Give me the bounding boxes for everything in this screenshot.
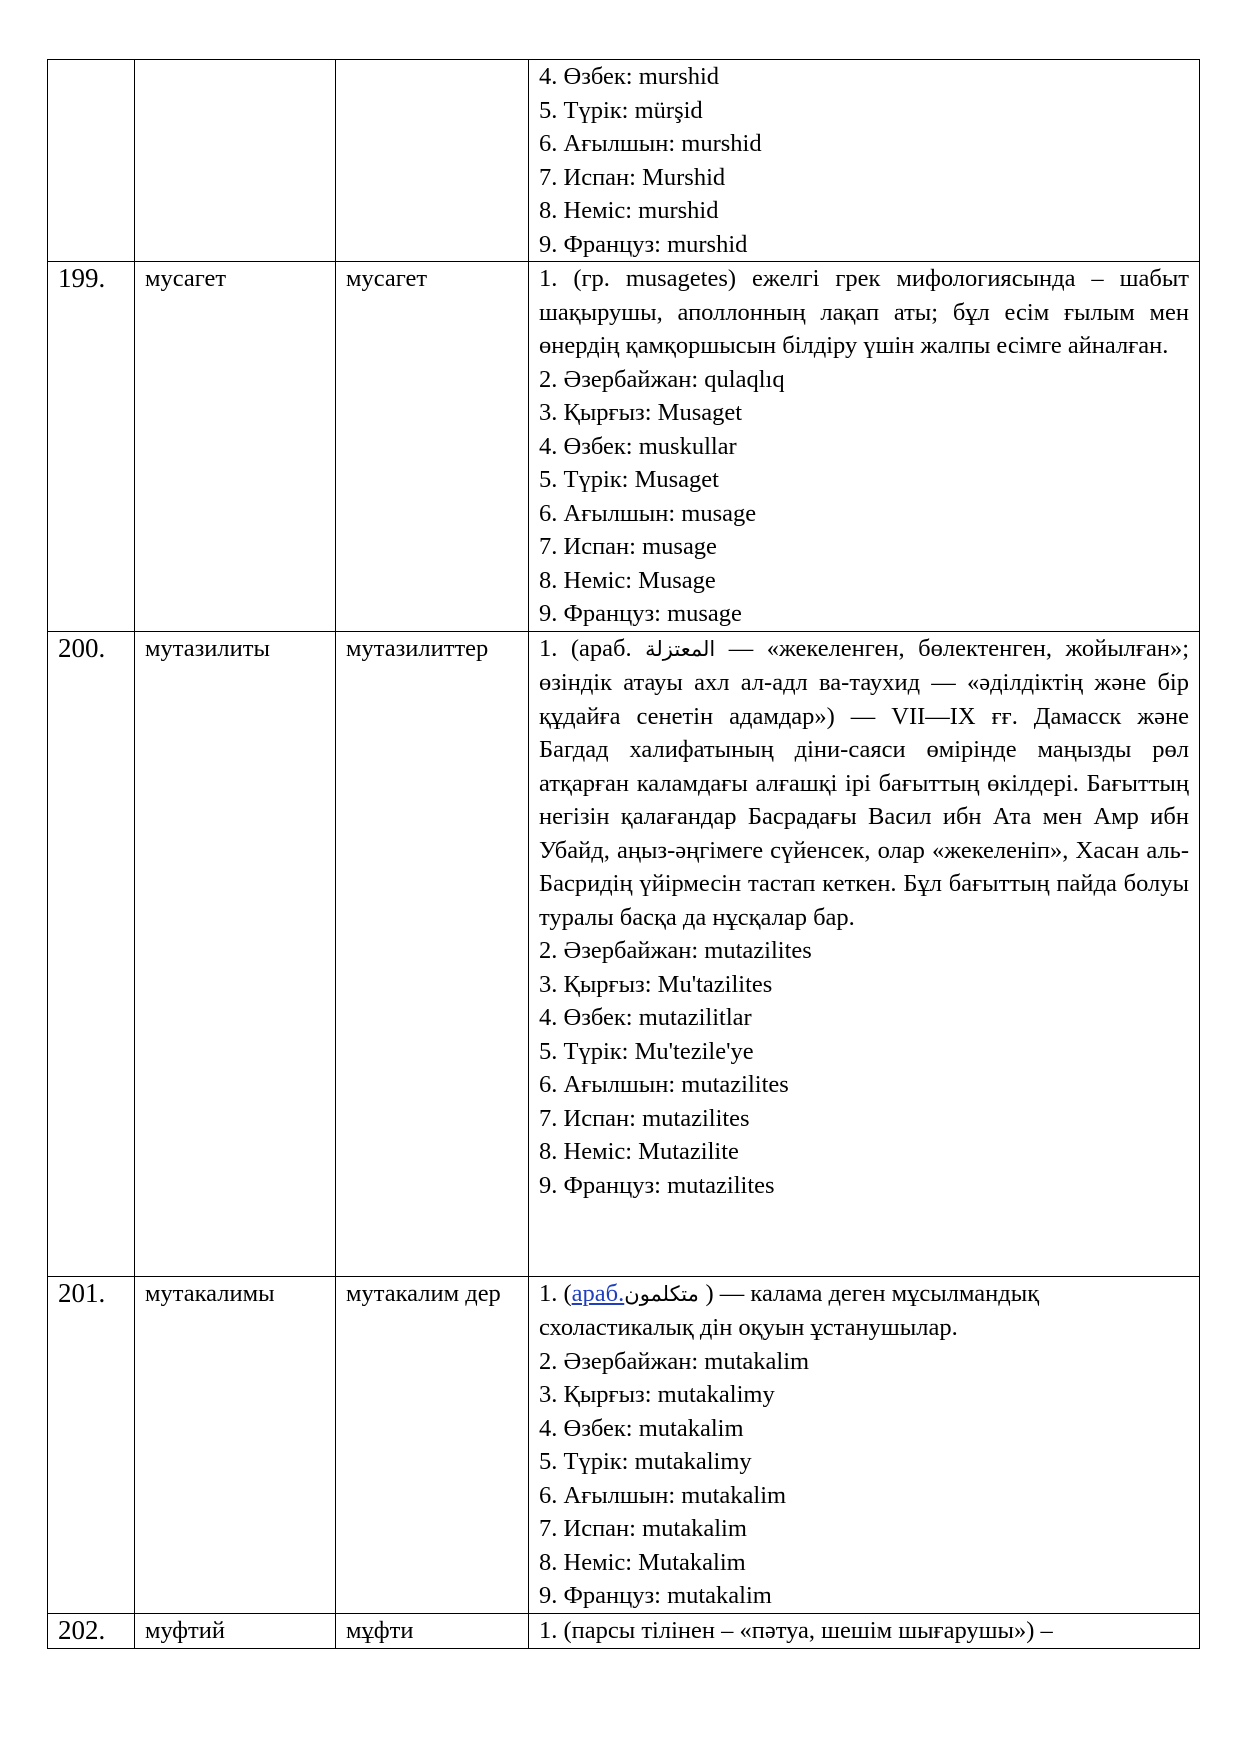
definition-text: 1. (парсы тілінен – «пәтуа, шешім шығарушы») – <box>539 1616 1053 1644</box>
translation-line: 4. Өзбек: murshid <box>539 63 720 90</box>
entry-number: 201. <box>48 1276 135 1613</box>
translation-line: 4. Өзбек: mutakalim <box>539 1414 744 1442</box>
translation-line: 9. Француз: murshid <box>539 230 748 258</box>
definition-body: ) — калама деген мұсылмандық схоластикалық дін оқуын ұстанушылар. <box>539 1279 1040 1341</box>
kazakh-term: мутазилиттер <box>336 631 529 1276</box>
definition-cell <box>529 1276 1200 1613</box>
russian-term: мутакалимы <box>135 1276 336 1613</box>
kazakh-term: мусагет <box>336 262 529 632</box>
definition-cell <box>529 262 1200 632</box>
table-row <box>48 60 1200 262</box>
translation-line: 8. Неміс: Mutazilite <box>539 1138 739 1165</box>
definition-cell <box>529 1613 1200 1648</box>
kazakh-term: мутакалим дер <box>336 1276 529 1613</box>
translation-line: 5. Түрік: Mu'tezile'ye <box>539 1037 754 1065</box>
definition-prefix: 1. ( <box>539 1279 572 1307</box>
translation-line: 7. Испан: Murshid <box>539 163 726 191</box>
definition-text <box>539 632 1189 935</box>
translation-line: 5. Түрік: Musaget <box>539 466 719 493</box>
translation-line: 3. Қырғыз: Mu'tazilites <box>539 970 773 998</box>
translation-line: 3. Қырғыз: mutakalimy <box>539 1381 775 1408</box>
dictionary-table <box>47 59 1200 1649</box>
translation-line: 2. Әзербайжан: mutakalim <box>539 1347 810 1375</box>
russian-term <box>135 60 336 262</box>
translation-line: 3. Қырғыз: Musaget <box>539 399 743 426</box>
translation-line: 7. Испан: mutakalim <box>539 1515 747 1542</box>
table-row <box>48 262 1200 632</box>
entry-number: 199. <box>48 262 135 632</box>
table-row <box>48 631 1200 1276</box>
definition-text <box>539 1277 1189 1345</box>
translation-line: 9. Француз: mutakalim <box>539 1582 772 1609</box>
translation-line: 6. Ағылшын: mutazilites <box>539 1071 789 1098</box>
translation-line: 7. Испан: musage <box>539 533 717 560</box>
definition-cell <box>529 60 1200 262</box>
translation-line: 2. Әзербайжан: mutazilites <box>539 937 812 964</box>
kazakh-term <box>336 60 529 262</box>
translation-line: 4. Өзбек: mutazilitlar <box>539 1004 752 1031</box>
russian-term: муфтий <box>135 1613 336 1648</box>
translation-line: 8. Неміс: Mutakalim <box>539 1548 746 1576</box>
translation-line: 6. Ағылшын: mutakalim <box>539 1481 787 1509</box>
entry-number: 200. <box>48 631 135 1276</box>
definition-prefix: 1. (араб. <box>539 634 646 662</box>
arabic-source-link[interactable]: араб. <box>571 1279 625 1307</box>
definition-body: — «жекеленген, бөлектенген, жойылған»; өзіндік атауы ахл ал-адл ва-таухид — «әділдіктің және бір құдайға сенетін адамдар») — VII—IX ғғ. Дамасск және Багдад халифатының діни-саяси өмірінде маңызды рөл атқарған каламдағы алғашқі ірі бағыттың өкілдері. Бағыттың негізін қалағандар Басрадағы Васил ибн Ата мен Амр ибн Убайд, аңыз-әңгімеге сүйенсек, олар «жекеленіп», Хасан аль-Басридің үйірмесін тастап кеткен. Бұл бағыттың пайда болуы туралы басқа да нұсқалар бар. <box>539 634 1189 931</box>
translation-line: 2. Әзербайжан: qulaqlıq <box>539 365 785 393</box>
arabic-term: المعتزلة <box>645 636 716 661</box>
translation-line: 9. Француз: mutazilites <box>539 1171 775 1199</box>
translation-line: 9. Француз: musage <box>539 600 742 627</box>
translation-line: 7. Испан: mutazilites <box>539 1104 750 1132</box>
arabic-term: متكلمون <box>624 1281 706 1306</box>
translation-line: 4. Өзбек: muskullar <box>539 432 737 460</box>
entry-number <box>48 60 135 262</box>
translation-line: 8. Неміс: Musage <box>539 566 716 594</box>
definition-cell <box>529 631 1200 1276</box>
translation-line: 6. Ағылшын: musage <box>539 499 757 527</box>
translation-line: 5. Түрік: mutakalimy <box>539 1448 752 1475</box>
translation-line: 6. Ағылшын: murshid <box>539 130 762 157</box>
table-row <box>48 1613 1200 1648</box>
entry-number: 202. <box>48 1613 135 1648</box>
table-row <box>48 1276 1200 1613</box>
russian-term: мусагет <box>135 262 336 632</box>
translation-line: 5. Түрік: mürşid <box>539 96 703 124</box>
translation-line: 8. Неміс: murshid <box>539 197 719 224</box>
kazakh-term: мұфти <box>336 1613 529 1648</box>
russian-term: мутазилиты <box>135 631 336 1276</box>
definition-text: 1. (гр. musagetes) ежелгі грек мифологиясында – шабыт шақырушы, аполлонның лақап аты; бұл есім ғылым мен өнердің қамқоршысын білдіру үшін жалпы есімге айналған. <box>539 265 1189 359</box>
